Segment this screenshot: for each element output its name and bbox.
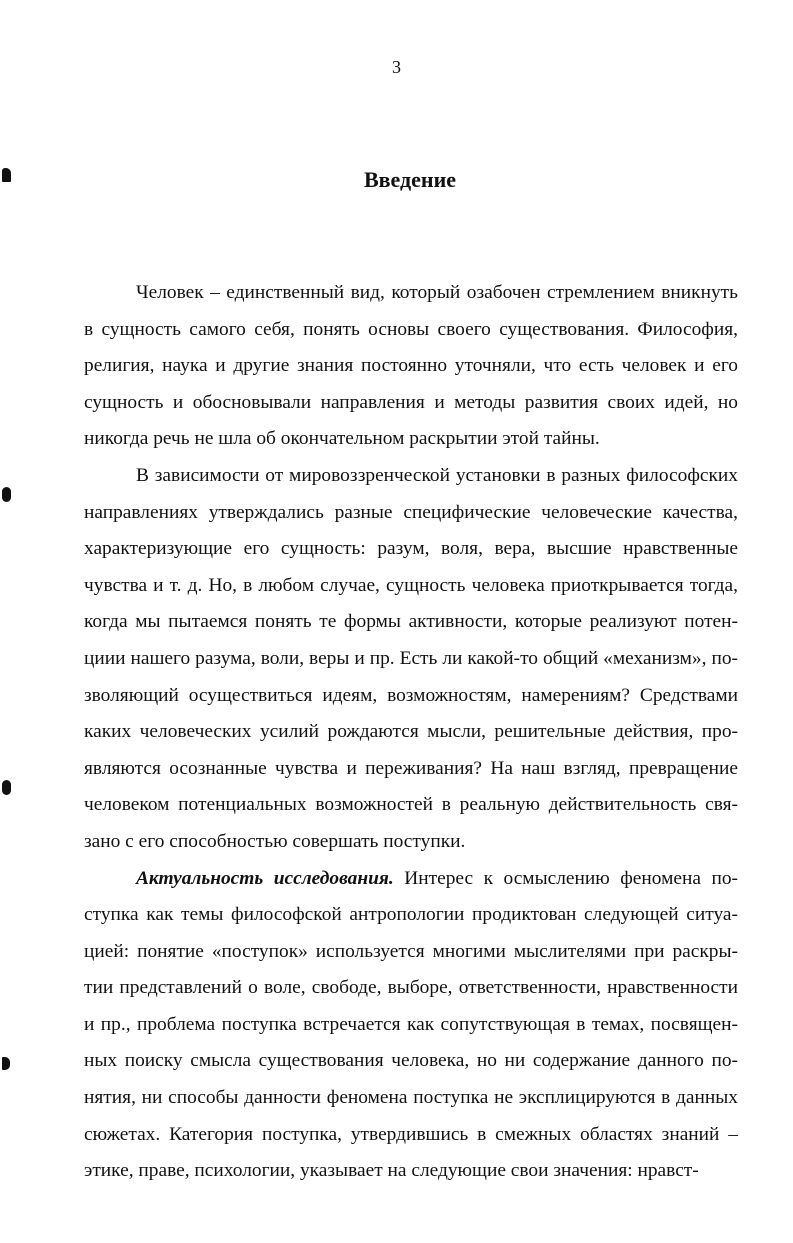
relevance-lead-term: Актуальность исследования. xyxy=(136,867,394,889)
paragraph-worldview-text: В зависимости от мировоззренческой установки в разных философских направлениях утверждались разные специфические человеческие качества, характеризующие его сущность: разум, воля, вера, высшие нравственные чувства и т. д. Но, в любом случае, сущность человека приоткрывается тогда, когда мы пытаемся понять те формы активности, которые реализуют потенциии нашего разума, воли, веры и пр. Есть ли какой-то общий «механизм», позволяющий осуществиться идеям, возможностям, намерениям? Средствами каких человеческих усилий рождаются мысли, решительные действия, проявляются осознанные чувства и переживания? На наш взгляд, превращение человеком потенциальных возможностей в реальную действительность связано с его способностью совершать поступки. xyxy=(84,464,738,852)
paragraph-relevance xyxy=(84,861,738,1190)
scan-binding-mark xyxy=(2,1057,10,1070)
scan-binding-mark xyxy=(2,780,11,795)
paragraph-worldview xyxy=(84,458,738,861)
scan-binding-mark xyxy=(2,168,11,182)
paragraph-intro-text: Человек – единственный вид, который озабочен стремлением вникнуть в сущность самого себя, понять основы своего существования. Философия, религия, наука и другие знания постоянно уточняли, что есть человек и его сущность и обосновывали направления и методы развития своих идей, но никогда речь не шла об окончательном раскрытии этой тайны. xyxy=(84,282,738,450)
section-heading: Введение xyxy=(363,167,457,192)
paragraph-relevance-text: Интерес к осмыслению феномена поступка как темы философской антропологии продиктован следующей ситуацией: понятие «поступок» используется многими мыслителями при раскрытии представлений о воле, свободе, выборе, ответственности, нравственности и пр., проблема поступка встречается как сопутствующая в темах, посвященных поиску смысла существования человека, но ни содержание данного понятия, ни способы данности феномена поступка не эксплицируются в данных сюжетах. Категория поступка, утвердившись в смежных областях знаний – этике, праве, психологии, указывает на следующие свои значения: нравст- xyxy=(84,867,739,1182)
page-number: 3 xyxy=(392,57,401,77)
body-text xyxy=(84,275,738,1190)
paragraph-intro xyxy=(84,275,738,458)
scan-binding-mark xyxy=(2,487,11,502)
